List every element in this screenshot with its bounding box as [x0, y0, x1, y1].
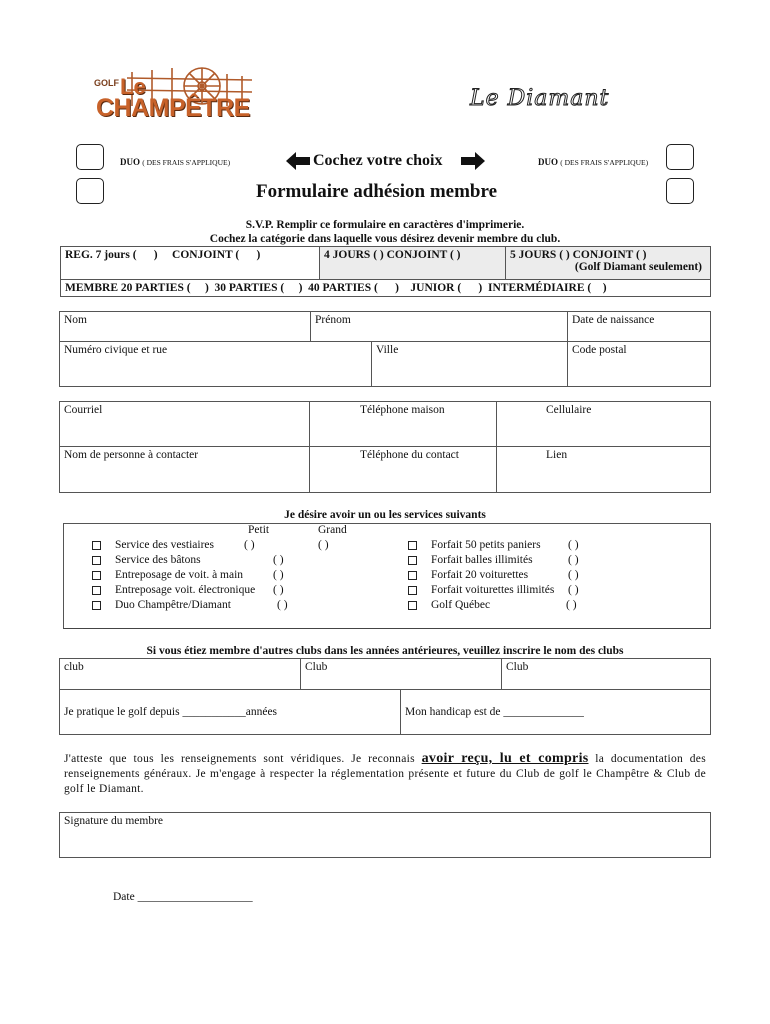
service-right-item[interactable] [408, 584, 554, 596]
handicap-field[interactable] [400, 689, 711, 735]
petit-choice[interactable]: ( ) [273, 554, 284, 566]
service-right-label: Forfait 50 petits paniers [431, 539, 541, 551]
service-left-label: Service des bâtons [115, 554, 201, 566]
checkbox-icon[interactable] [408, 541, 417, 550]
logo-name-le: Le [120, 74, 146, 99]
checkbox-right-bottom[interactable] [666, 178, 694, 204]
arrow-left-icon [286, 152, 310, 175]
club-field-2[interactable]: Club [300, 658, 502, 690]
attestation-emph: avoir reçu, lu et compris [421, 751, 589, 766]
checkbox-left-bottom[interactable] [76, 178, 104, 204]
checkbox-icon[interactable] [92, 541, 101, 550]
duo-left [120, 157, 230, 167]
checkbox-icon[interactable] [92, 586, 101, 595]
service-left-item[interactable] [92, 599, 231, 611]
field-civique[interactable]: Numéro civique et rue [59, 341, 372, 387]
field-postal[interactable]: Code postal [567, 341, 711, 387]
instruction-line-2: Cochez la catégorie dans laquelle vous désirez devenir membre du club. [209, 233, 561, 245]
service-choice[interactable]: ( ) [568, 584, 579, 596]
service-left-label: Duo Champêtre/Diamant [115, 599, 231, 611]
attestation-pre: J'atteste que tous les renseignements sont véridiques. Je reconnais [64, 753, 422, 765]
field-lien-label: Lien [546, 449, 568, 461]
clubs-title: Si vous étiez membre d'autres clubs dans les années antérieures, veuillez inscrire le nom des clubs [146, 645, 624, 657]
service-left-label: Service des vestiaires [115, 539, 214, 551]
category-5jours[interactable] [505, 246, 711, 280]
service-choice[interactable]: ( ) [568, 554, 579, 566]
petit-choice[interactable]: ( ) [277, 599, 288, 611]
service-right-label: Golf Québec [431, 599, 491, 611]
checkbox-icon[interactable] [92, 601, 101, 610]
attestation-text [64, 751, 706, 797]
service-right-label: Forfait 20 voiturettes [431, 569, 529, 581]
service-right-item[interactable] [408, 599, 490, 611]
duo-right [538, 157, 648, 167]
service-choice[interactable]: ( ) [568, 539, 579, 551]
col-petit-label: Petit [248, 524, 270, 536]
petit-choice[interactable]: ( ) [273, 584, 284, 596]
field-nom[interactable]: Nom [59, 311, 311, 342]
col-grand-label: Grand [318, 524, 347, 536]
arrow-right-icon [461, 152, 485, 175]
category-parties-row[interactable]: MEMBRE 20 PARTIES ( ) 30 PARTIES ( ) 40 PARTIES ( ) JUNIOR ( ) INTERMÉDIAIRE ( ) [60, 279, 711, 297]
category-5jours-label: 5 JOURS ( ) CONJOINT ( ) [510, 249, 647, 261]
service-right-item[interactable] [408, 569, 528, 581]
checkbox-left-top[interactable] [76, 144, 104, 170]
category-4jours[interactable]: 4 JOURS ( ) CONJOINT ( ) [319, 246, 506, 280]
logo-prefix: GOLF [94, 78, 119, 88]
field-cellulaire[interactable] [496, 401, 711, 447]
champetre-logo [92, 62, 262, 126]
field-courriel[interactable]: Courriel [59, 401, 310, 447]
field-tel-contact[interactable] [309, 446, 497, 493]
duo-left-label: DUO [120, 157, 140, 167]
service-right-label: Forfait balles illimités [431, 554, 533, 566]
checkbox-icon[interactable] [92, 571, 101, 580]
service-left-item[interactable] [92, 554, 201, 566]
duo-right-label: DUO [538, 157, 558, 167]
service-left-label: Entreposage de voit. à main [115, 569, 244, 581]
field-naissance[interactable]: Date de naissance [567, 311, 711, 342]
instruction-line-1: S.V.P. Remplir ce formulaire en caractères d'imprimerie. [245, 219, 525, 231]
club-field-1[interactable]: club [59, 658, 301, 690]
form-title: Formulaire adhésion membre [256, 181, 497, 202]
field-contact[interactable]: Nom de personne à contacter [59, 446, 310, 493]
services-title: Je désire avoir un ou les services suivants [284, 509, 486, 521]
field-prenom[interactable]: Prénom [310, 311, 568, 342]
checkbox-right-top[interactable] [666, 144, 694, 170]
category-reg7[interactable]: REG. 7 jours ( ) CONJOINT ( ) [60, 246, 320, 280]
choice-prompt: Cochez votre choix [313, 152, 443, 169]
checkbox-icon[interactable] [408, 571, 417, 580]
checkbox-icon[interactable] [408, 556, 417, 565]
field-lien[interactable] [496, 446, 711, 493]
duo-right-note: ( DES FRAIS S'APPLIQUE) [560, 158, 649, 167]
handicap-label: Mon handicap est de ______________ [405, 706, 584, 718]
field-tel-maison-label: Téléphone maison [360, 404, 445, 416]
field-tel-maison[interactable] [309, 401, 497, 447]
checkbox-icon[interactable] [408, 586, 417, 595]
duo-left-note: ( DES FRAIS S'APPLIQUE) [142, 158, 231, 167]
diamant-logo: Le Diamant [470, 86, 610, 111]
service-left-label: Entreposage voit. électronique [115, 584, 256, 596]
service-right-item[interactable] [408, 539, 541, 551]
club-field-3[interactable]: Club [501, 658, 711, 690]
service-left-item[interactable] [92, 584, 255, 596]
signature-field[interactable]: Signature du membre [59, 812, 711, 858]
logo-name: CHAMPÊTRE [96, 94, 250, 122]
service-right-item[interactable] [408, 554, 533, 566]
petit-choice[interactable]: ( ) [273, 569, 284, 581]
service-left-item[interactable] [92, 539, 214, 551]
checkbox-icon[interactable] [92, 556, 101, 565]
golf-depuis-label: Je pratique le golf depuis ___________années [64, 706, 278, 718]
field-ville[interactable]: Ville [371, 341, 568, 387]
service-choice[interactable]: ( ) [568, 569, 579, 581]
attestation-post: la documentation des renseignements généraux. Je m'engage à respecter la réglementation présente et future du Club de golf le Champêtre & Club de golf le Diamant. [64, 753, 706, 795]
category-5jours-note: (Golf Diamant seulement) [574, 261, 702, 273]
field-tel-contact-label: Téléphone du contact [360, 449, 459, 461]
grand-choice[interactable]: ( ) [318, 539, 329, 551]
service-choice[interactable]: ( ) [566, 599, 577, 611]
date-field[interactable]: Date ____________________ [113, 891, 253, 903]
checkbox-icon[interactable] [408, 601, 417, 610]
field-cellulaire-label: Cellulaire [546, 404, 592, 416]
golf-depuis-field[interactable] [59, 689, 401, 735]
petit-choice[interactable]: ( ) [244, 539, 255, 551]
service-left-item[interactable] [92, 569, 243, 581]
service-right-label: Forfait voiturettes illimités [431, 584, 555, 596]
